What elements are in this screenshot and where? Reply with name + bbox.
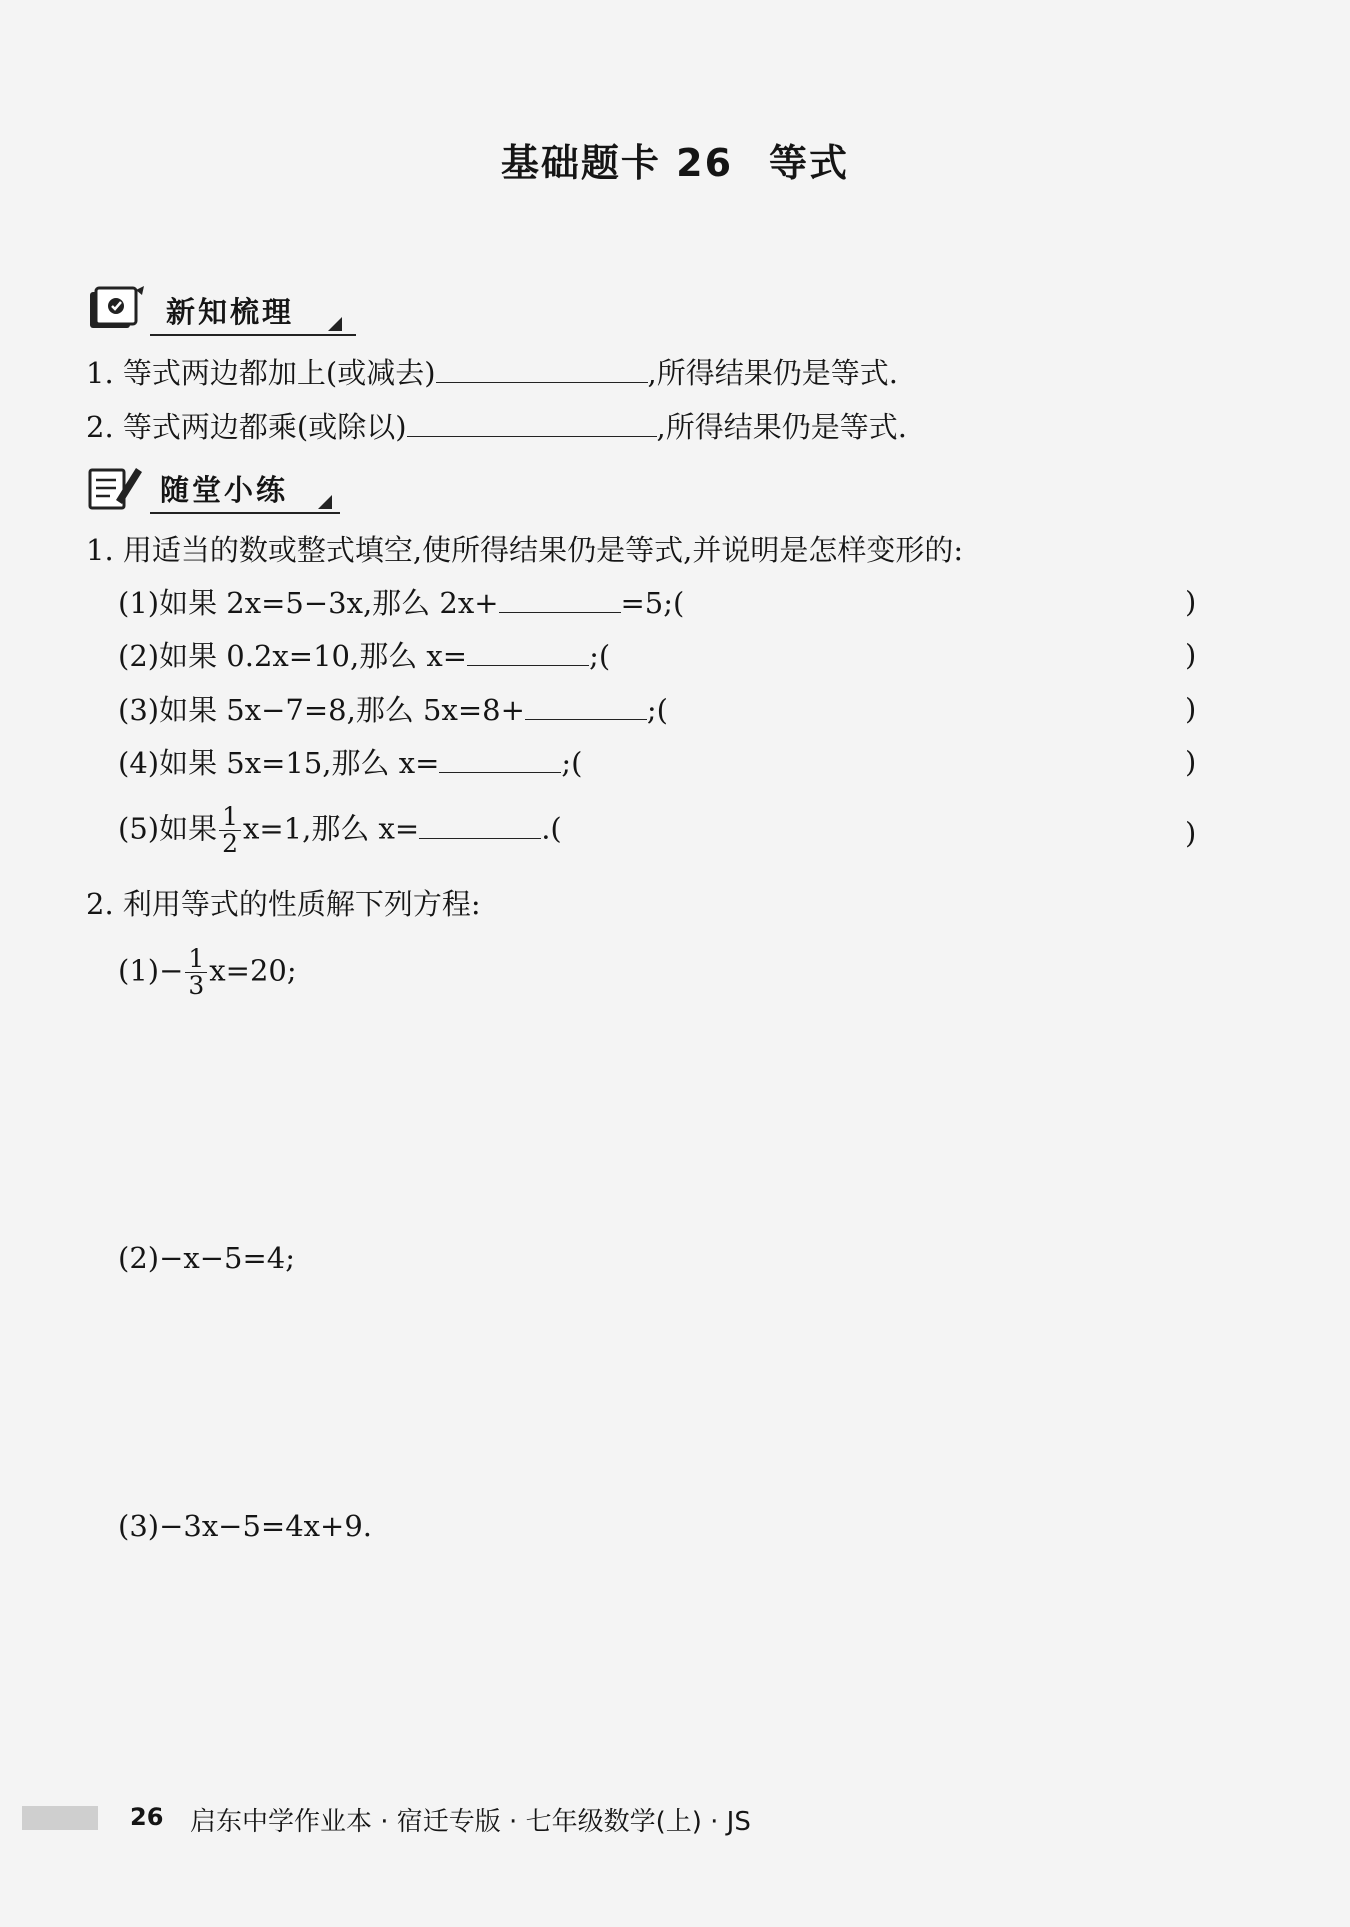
knowledge-item-1-tail: ,所得结果仍是等式. bbox=[647, 356, 898, 390]
heading-corner-mark bbox=[318, 495, 332, 509]
equation-1 bbox=[118, 946, 297, 999]
close-paren: ) bbox=[1185, 638, 1197, 672]
section-heading-label: 新知梳理 bbox=[166, 295, 295, 329]
fraction-denominator: 3 bbox=[188, 971, 205, 1000]
fraction-numerator: 1 bbox=[185, 946, 207, 973]
close-paren: ) bbox=[1185, 692, 1197, 726]
equation-1-prefix: (1)− bbox=[118, 953, 184, 988]
answer-blank[interactable] bbox=[499, 584, 621, 613]
heading-underline bbox=[150, 512, 340, 514]
fraction-numerator: 1 bbox=[219, 804, 241, 831]
answer-blank[interactable] bbox=[439, 744, 561, 773]
heading-corner-mark bbox=[328, 317, 342, 331]
close-paren: ) bbox=[1185, 745, 1197, 779]
fraction bbox=[219, 804, 241, 857]
fill-item-tail: .( bbox=[541, 811, 562, 846]
answer-blank[interactable] bbox=[407, 408, 657, 437]
answer-blank[interactable] bbox=[419, 810, 541, 839]
question-2-prompt: 2. 利用等式的性质解下列方程: bbox=[86, 887, 481, 921]
answer-blank[interactable] bbox=[436, 354, 648, 383]
fill-item-label: (3)如果 5x−7=8,那么 5x=8+ bbox=[118, 693, 525, 727]
knowledge-item-2-tail: ,所得结果仍是等式. bbox=[656, 410, 907, 444]
fill-item-tail: =5;( bbox=[620, 586, 685, 620]
fill-item-5 bbox=[118, 804, 562, 857]
equation-3: (3)−3x−5=4x+9. bbox=[118, 1509, 373, 1543]
fill-item-label-rest: x=1,那么 x= bbox=[243, 811, 420, 846]
knowledge-item-2-text: 2. 等式两边都乘(或除以) bbox=[86, 410, 407, 444]
section-heading-practice bbox=[86, 462, 346, 514]
answer-blank[interactable] bbox=[467, 637, 589, 666]
book-title: 启东中学作业本 · 宿迁专版 · 七年级数学(上) · JS bbox=[190, 1807, 751, 1837]
title-sub: 等式 bbox=[769, 141, 850, 185]
equation-1-suffix: x=20; bbox=[209, 953, 297, 988]
knowledge-item-1 bbox=[86, 354, 898, 391]
knowledge-item-1-text: 1. 等式两边都加上(或减去) bbox=[86, 356, 436, 390]
answer-blank[interactable] bbox=[525, 691, 647, 720]
page-number: 26 bbox=[130, 1803, 164, 1831]
knowledge-item-2 bbox=[86, 408, 907, 445]
heading-underline bbox=[150, 334, 356, 336]
notebook-pen-icon bbox=[86, 284, 148, 334]
fill-item-1 bbox=[118, 584, 684, 621]
fraction bbox=[185, 946, 207, 999]
fill-item-label: (5)如果 bbox=[118, 811, 218, 846]
fill-item-tail: ;( bbox=[561, 746, 583, 780]
fill-item-label: (4)如果 5x=15,那么 x= bbox=[118, 746, 440, 780]
fill-item-label: (1)如果 2x=5−3x,那么 2x+ bbox=[118, 586, 499, 620]
equation-2: (2)−x−5=4; bbox=[118, 1241, 296, 1275]
title-main: 基础题卡 26 bbox=[500, 141, 734, 185]
fill-item-label: (2)如果 0.2x=10,那么 x= bbox=[118, 639, 468, 673]
close-paren: ) bbox=[1185, 585, 1197, 619]
fill-item-tail: ;( bbox=[589, 639, 611, 673]
fill-item-tail: ;( bbox=[646, 693, 668, 727]
close-paren: ) bbox=[1185, 816, 1197, 850]
section-heading-label: 随堂小练 bbox=[160, 473, 289, 507]
page-title bbox=[0, 132, 1350, 187]
fill-item-3 bbox=[118, 691, 668, 728]
notepad-pencil-icon bbox=[86, 462, 148, 512]
footer-gray-bar bbox=[22, 1806, 98, 1830]
fill-item-4 bbox=[118, 744, 583, 781]
question-1-prompt: 1. 用适当的数或整式填空,使所得结果仍是等式,并说明是怎样变形的: bbox=[86, 533, 964, 567]
fraction-denominator: 2 bbox=[222, 829, 238, 858]
fill-item-2 bbox=[118, 637, 610, 674]
section-heading-new-knowledge bbox=[86, 284, 356, 336]
